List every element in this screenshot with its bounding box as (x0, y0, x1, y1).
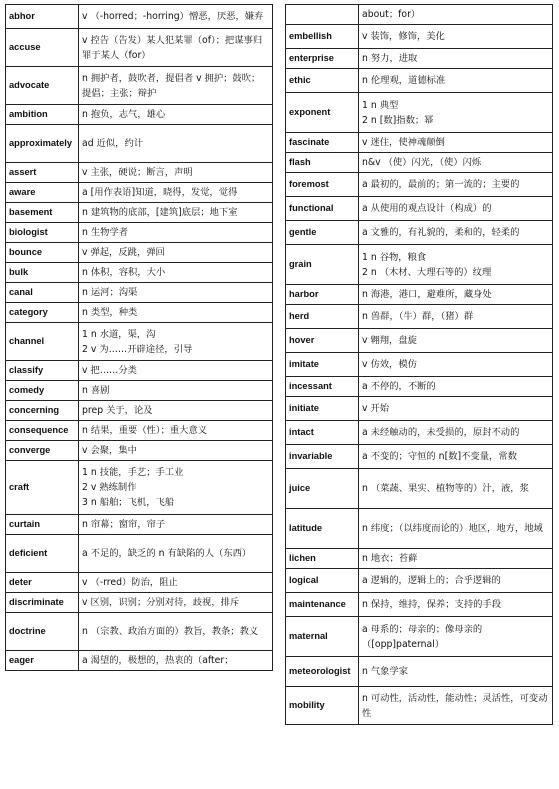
vocab-word: abhor (6, 5, 79, 29)
vocab-word: grain (286, 245, 359, 285)
definition-line: a 逻辑的，逻辑上的；合乎逻辑的 (362, 575, 501, 586)
vocab-definition (79, 303, 273, 323)
right-column (285, 4, 553, 725)
vocab-word: meteorologist (286, 657, 359, 687)
definition-line: v 装饰，修饰，美化 (362, 31, 445, 42)
definition-line: n （宗教、政治方面的）教旨，教条；教义 (82, 626, 259, 637)
definition-line: a 不停的，不断的 (362, 381, 436, 392)
vocab-word: herd (286, 305, 359, 329)
vocab-definition (359, 593, 553, 617)
definition-line: v 控告（告发）某人犯某罪（of）；把谋事归罪于某人（for） (82, 34, 263, 61)
definition-line: n 类型，种类 (82, 307, 138, 318)
vocab-row (286, 657, 553, 687)
vocab-definition (79, 535, 273, 573)
definition-line: 2 n （木材、大理石等的）纹理 (362, 266, 492, 278)
vocab-definition (359, 469, 553, 509)
vocab-definition (79, 401, 273, 421)
vocab-word: functional (286, 197, 359, 221)
definition-line: 1 n 技能，手艺；手工业 (82, 467, 184, 478)
vocab-row (286, 569, 553, 593)
vocab-definition (79, 515, 273, 535)
vocab-row (286, 397, 553, 421)
vocab-row (286, 69, 553, 93)
vocab-word: intact (286, 421, 359, 445)
definition-line: n 抱负，志气，雄心 (82, 109, 166, 120)
vocab-row (286, 593, 553, 617)
vocab-definition (79, 125, 273, 163)
vocab-word: aware (6, 183, 79, 203)
vocab-word: eager (6, 651, 79, 671)
vocab-row (6, 163, 273, 183)
vocab-word: mobility (286, 687, 359, 725)
vocab-word: category (6, 303, 79, 323)
definition-line: ad 近似，约计 (82, 138, 144, 149)
vocab-definition (359, 25, 553, 49)
vocab-word: canal (6, 283, 79, 303)
vocab-row (6, 323, 273, 361)
vocab-word: approximately (6, 125, 79, 163)
definition-line: n 兽群，（牛）群，（猪）群 (362, 311, 474, 322)
vocab-definition (359, 173, 553, 197)
definition-line: n&v （使）闪光，（使）闪烁 (362, 157, 482, 168)
vocab-definition (79, 105, 273, 125)
definition-line: n 纬度；（以纬度而论的）地区，地方，地域 (362, 523, 543, 534)
definition-line: 2 v 为……开辟途径，引导 (82, 343, 193, 355)
vocab-definition (359, 153, 553, 173)
vocab-row (6, 5, 273, 29)
vocab-definition (79, 163, 273, 183)
vocab-row (286, 445, 553, 469)
vocab-word: latitude (286, 509, 359, 549)
definition-line: n 气象学家 (362, 666, 409, 677)
definition-line: a 渴望的，极想的，热衷的（after； (82, 655, 234, 666)
vocab-word: hover (286, 329, 359, 353)
definition-line: n 运河；沟渠 (82, 287, 138, 298)
vocab-row (6, 613, 273, 651)
vocab-word: incessant (286, 377, 359, 397)
vocab-word: converge (6, 441, 79, 461)
vocab-row (286, 173, 553, 197)
vocab-row (286, 377, 553, 397)
vocab-row (286, 221, 553, 245)
definition-line: （[opp]paternal） (362, 638, 445, 650)
definition-line: prep 关于，论及 (82, 405, 153, 416)
vocab-definition (359, 377, 553, 397)
vocab-word: advocate (6, 67, 79, 105)
vocab-word: bulk (6, 263, 79, 283)
vocab-definition (359, 93, 553, 133)
vocab-word: harbor (286, 285, 359, 305)
vocab-definition (359, 133, 553, 153)
definition-line: v 开始 (362, 403, 390, 414)
vocab-definition (79, 593, 273, 613)
vocab-row (6, 183, 273, 203)
vocab-row (6, 283, 273, 303)
vocab-definition (79, 223, 273, 243)
definition-line: 1 n 典型 (362, 99, 399, 111)
vocab-word: accuse (6, 29, 79, 67)
vocab-definition (79, 5, 273, 29)
vocab-word: comedy (6, 381, 79, 401)
definition-line: v 弹起，反跳，弹回 (82, 247, 165, 258)
definition-line: 3 n 船舶；飞机，飞船 (82, 497, 175, 508)
vocab-row (6, 263, 273, 283)
definition-line: 2 v 熟练制作 (82, 482, 137, 493)
vocab-table-right (285, 4, 553, 725)
vocab-row (286, 153, 553, 173)
definition-line: a 文雅的，有礼貌的，柔和的，轻柔的 (362, 227, 520, 238)
definition-line: v （-rred）防治，阻止 (82, 577, 178, 588)
vocab-definition (359, 509, 553, 549)
vocab-row (6, 243, 273, 263)
vocab-word: enterprise (286, 49, 359, 69)
vocab-table-left (5, 4, 273, 671)
vocab-definition (79, 651, 273, 671)
definition-line: n 伦理观，道德标准 (362, 75, 446, 86)
vocab-row (286, 197, 553, 221)
vocab-definition (79, 441, 273, 461)
vocab-definition (79, 263, 273, 283)
vocab-word: doctrine (6, 613, 79, 651)
definition-line: n 海港，港口，避难所，藏身处 (362, 289, 492, 300)
vocab-definition (359, 69, 553, 93)
vocab-word (286, 5, 359, 25)
vocab-row (286, 133, 553, 153)
vocab-definition (79, 613, 273, 651)
vocab-definition (359, 549, 553, 569)
vocab-word: discriminate (6, 593, 79, 613)
vocab-row (6, 515, 273, 535)
vocab-row (6, 381, 273, 401)
vocab-row (6, 105, 273, 125)
vocab-word: fascinate (286, 133, 359, 153)
vocab-row (286, 353, 553, 377)
definition-line: v 翱翔，盘旋 (362, 335, 417, 346)
vocab-word: maternal (286, 617, 359, 657)
vocab-definition (79, 421, 273, 441)
vocab-definition (79, 203, 273, 223)
definition-line: 1 n 谷物，粮食 (362, 251, 427, 263)
vocab-row (6, 29, 273, 67)
vocab-definition (79, 381, 273, 401)
vocab-word: gentle (286, 221, 359, 245)
vocab-row (286, 285, 553, 305)
vocab-definition (359, 421, 553, 445)
vocab-definition (359, 329, 553, 353)
vocab-row (286, 509, 553, 549)
vocab-word: embellish (286, 25, 359, 49)
definition-line: n 努力，进取 (362, 53, 418, 64)
vocab-row (6, 441, 273, 461)
vocab-word: imitate (286, 353, 359, 377)
vocab-word: maintenance (286, 593, 359, 617)
definition-line: a 不足的，缺乏的 n 有缺陷的人（东西） (82, 548, 252, 559)
definition-line: a [用作表语]知道，晓得，发觉，觉得 (82, 187, 238, 198)
vocab-row (6, 535, 273, 573)
vocab-definition (359, 305, 553, 329)
vocab-word: deter (6, 573, 79, 593)
definition-line: n （菜蔬、果实、植物等的）汁，液，浆 (362, 483, 529, 494)
definition-line: n 拥护者，鼓吹者，提倡者 v 拥护；鼓吹；提倡；主张；辩护 (82, 72, 261, 99)
definition-line: 1 n 水道，渠，沟 (82, 328, 156, 340)
definition-line: about；for） (362, 9, 421, 20)
vocab-row (286, 5, 553, 25)
vocab-definition (359, 397, 553, 421)
definition-line: n 帘幕；窗帘，帘子 (82, 519, 166, 530)
vocab-row (286, 687, 553, 725)
vocab-definition (79, 573, 273, 593)
vocab-definition (79, 183, 273, 203)
vocab-row (6, 651, 273, 671)
definition-line: v 把……分类 (82, 365, 137, 376)
vocab-definition (359, 353, 553, 377)
vocab-definition (79, 361, 273, 381)
definition-line: a 未经触动的，未受损的，原封不动的 (362, 427, 520, 438)
vocab-row (286, 305, 553, 329)
definition-line: a 母系的；母亲的；像母亲的 (362, 623, 483, 635)
definition-line: n 生物学者 (82, 227, 129, 238)
definition-line: n 体积，容积，大小 (82, 267, 166, 278)
vocab-row (6, 461, 273, 515)
vocab-definition (79, 243, 273, 263)
vocab-row (286, 49, 553, 69)
vocab-row (6, 573, 273, 593)
definition-line: v 主张，硬说；断言，声明 (82, 167, 193, 178)
vocab-row (6, 361, 273, 381)
vocab-row (6, 401, 273, 421)
vocab-definition (79, 283, 273, 303)
vocab-word: classify (6, 361, 79, 381)
vocab-definition (359, 445, 553, 469)
definition-line: n 可动性，活动性，能动性；灵活性，可变动性 (362, 692, 548, 719)
vocab-row (6, 223, 273, 243)
vocab-definition (79, 67, 273, 105)
vocab-word: flash (286, 153, 359, 173)
vocab-word: logical (286, 569, 359, 593)
vocab-word: craft (6, 461, 79, 515)
vocab-word: ambition (6, 105, 79, 125)
vocab-definition (359, 5, 553, 25)
vocab-word: foremost (286, 173, 359, 197)
vocab-definition (359, 617, 553, 657)
definition-line: n 建筑物的底部，[建筑]底层；地下室 (82, 207, 238, 218)
definition-line: v 仿效，模仿 (362, 359, 417, 370)
vocab-definition (359, 49, 553, 69)
vocab-row (286, 245, 553, 285)
vocab-word: lichen (286, 549, 359, 569)
vocab-word: channel (6, 323, 79, 361)
vocab-word: biologist (6, 223, 79, 243)
vocab-definition (359, 197, 553, 221)
vocab-word: juice (286, 469, 359, 509)
definition-line: v （-horred；-horring）憎恶，厌恶，嫌弃 (82, 11, 264, 22)
vocab-row (286, 421, 553, 445)
definition-line: n 结果，重要（性）；重大意义 (82, 425, 208, 436)
vocab-definition (359, 285, 553, 305)
vocab-row (6, 303, 273, 323)
vocab-word: concerning (6, 401, 79, 421)
vocab-word: initiate (286, 397, 359, 421)
vocab-row (286, 549, 553, 569)
vocab-row (6, 67, 273, 105)
vocab-row (286, 25, 553, 49)
vocab-word: exponent (286, 93, 359, 133)
vocab-definition (79, 323, 273, 361)
left-column (5, 4, 273, 671)
vocab-definition (79, 29, 273, 67)
vocab-word: consequence (6, 421, 79, 441)
vocab-word: basement (6, 203, 79, 223)
vocab-row (6, 593, 273, 613)
vocab-row (6, 125, 273, 163)
vocab-row (6, 203, 273, 223)
vocab-row (286, 329, 553, 353)
vocab-word: curtain (6, 515, 79, 535)
definition-line: 2 n [数]指数；幂 (362, 114, 434, 126)
vocab-definition (359, 569, 553, 593)
definition-line: a 不变的；守恒的 n[数]不变量，常数 (362, 451, 517, 462)
definition-line: a 最初的，最前的；第一流的；主要的 (362, 179, 520, 190)
vocab-definition (359, 687, 553, 725)
definition-line: n 喜剧 (82, 385, 110, 396)
vocab-word: invariable (286, 445, 359, 469)
vocab-definition (359, 657, 553, 687)
vocab-row (286, 469, 553, 509)
definition-line: n 地衣；苔藓 (362, 553, 418, 564)
vocab-definition (359, 221, 553, 245)
definition-line: a 从使用的观点设计（构成）的 (362, 203, 492, 214)
vocab-row (286, 93, 553, 133)
definition-line: n 保持，维持，保养；支持的手段 (362, 599, 502, 610)
vocab-row (286, 617, 553, 657)
definition-line: v 迷住，使神魂颠倒 (362, 137, 445, 148)
definition-line: v 区别，识别；分别对待，歧视，排斥 (82, 597, 240, 608)
vocab-definition (79, 461, 273, 515)
vocab-definition (359, 245, 553, 285)
definition-line: v 会聚，集中 (82, 445, 137, 456)
vocab-row (6, 421, 273, 441)
vocab-word: ethic (286, 69, 359, 93)
vocab-word: assert (6, 163, 79, 183)
vocab-word: bounce (6, 243, 79, 263)
vocab-word: deficient (6, 535, 79, 573)
